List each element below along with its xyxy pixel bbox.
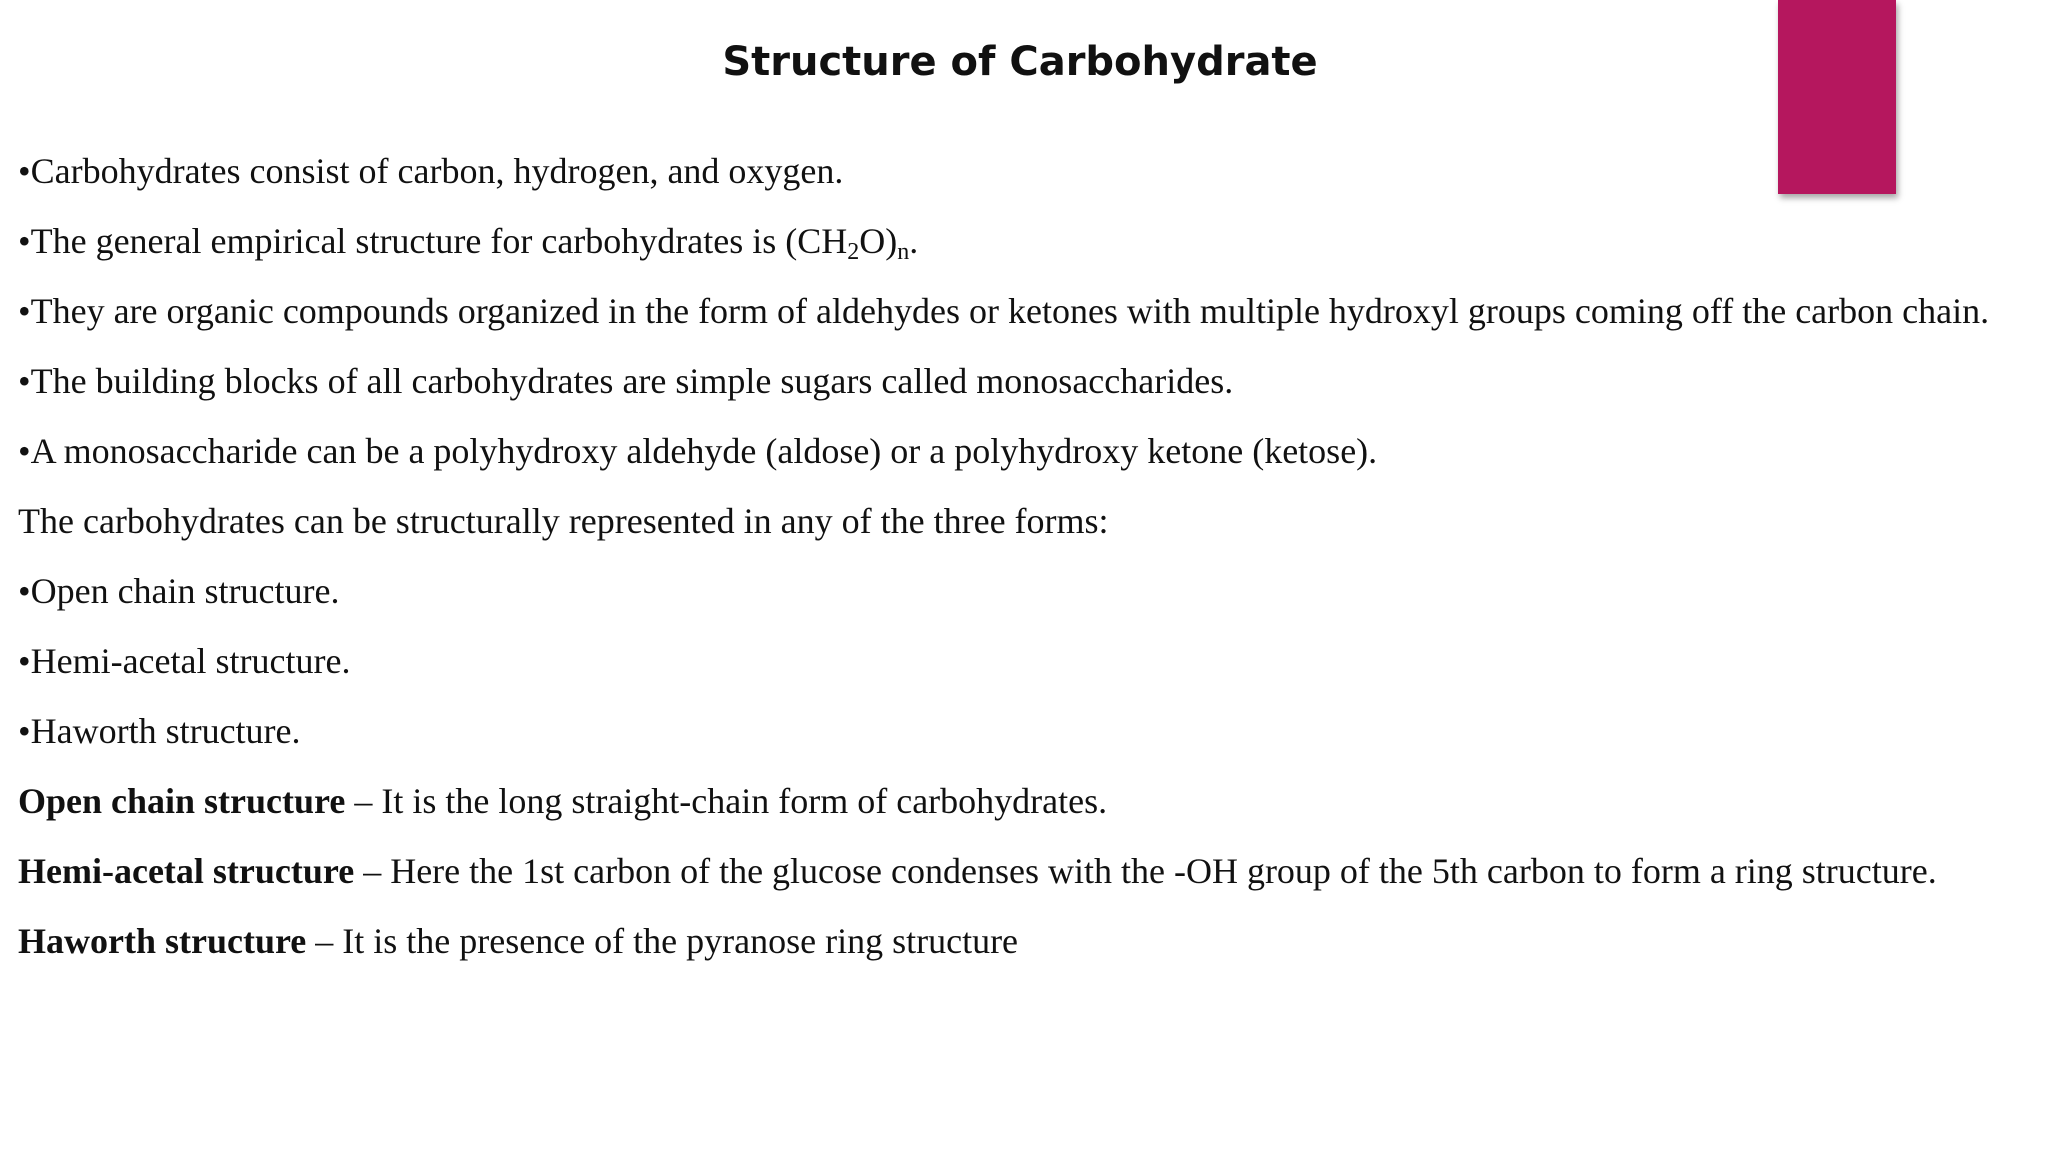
bullet-organic-compounds: •They are organic compounds organized in the form of aldehydes or ketones with multiple hydroxyl groups coming off the carbon chain. — [18, 291, 1990, 331]
bullet-empirical-formula — [18, 206, 2026, 276]
definition-text: – Here the 1st carbon of the glucose condenses with the -OH group of the 5th carbon to form a ring structure. — [354, 851, 1937, 891]
definition-open-chain — [18, 766, 2026, 836]
bullet-building-blocks: •The building blocks of all carbohydrates are simple sugars called monosaccharides. — [18, 361, 1234, 401]
forms-intro: The carbohydrates can be structurally represented in any of the three forms: — [18, 501, 1109, 541]
definition-term: Hemi-acetal structure — [18, 851, 355, 891]
definition-text: – It is the long straight-chain form of carbohydrates. — [345, 781, 1108, 821]
definition-hemi-acetal — [18, 836, 2026, 906]
slide-title: Structure of Carbohydrate — [722, 39, 1318, 85]
form-open-chain: •Open chain structure. — [18, 571, 340, 611]
formula-prefix: •The general empirical structure for carbohydrates is (CH — [18, 221, 848, 261]
slide-content — [18, 136, 2026, 976]
form-hemi-acetal: •Hemi-acetal structure. — [18, 641, 351, 681]
formula-subscript-n: n — [897, 239, 910, 265]
definition-term: Open chain structure — [18, 781, 346, 821]
definition-haworth — [18, 906, 2026, 976]
bullet-monosaccharide: •A monosaccharide can be a polyhydroxy aldehyde (aldose) or a polyhydroxy ketone (ketose). — [18, 431, 1378, 471]
formula-middle: O) — [859, 221, 898, 261]
formula-subscript-2: 2 — [847, 239, 860, 265]
definition-term: Haworth structure — [18, 921, 307, 961]
bullet-composition: •Carbohydrates consist of carbon, hydrogen, and oxygen. — [18, 151, 844, 191]
form-haworth: •Haworth structure. — [18, 711, 301, 751]
definition-text: – It is the presence of the pyranose ring structure — [306, 921, 1019, 961]
formula-suffix: . — [909, 221, 919, 261]
